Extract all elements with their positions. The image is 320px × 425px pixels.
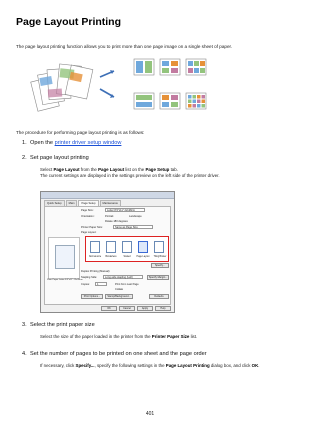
step-4	[22, 351, 207, 357]
print-options-button[interactable]: Print Options...	[81, 294, 103, 299]
layout-label: Tiling/Poster	[153, 256, 167, 258]
page-size-label: Page Size:	[81, 209, 94, 212]
dialog-titlebar	[41, 192, 174, 199]
text: , specify the following settings in the	[94, 363, 166, 368]
layout-label: Borderless	[105, 256, 117, 258]
step-label: Select the print paper size	[30, 322, 95, 328]
source-pages	[31, 64, 93, 111]
copies-label: Copies:	[81, 283, 90, 286]
text: list.	[189, 334, 198, 339]
layout-label: Normal-size	[88, 256, 102, 258]
text: tab.	[169, 167, 178, 172]
text: list on the	[124, 167, 146, 172]
stapling-side-label: Stapling Side:	[81, 276, 98, 279]
help-button[interactable]: Help	[155, 306, 171, 311]
stapling-side-select[interactable]	[103, 275, 143, 279]
step-text: Open the	[30, 140, 55, 146]
cancel-button[interactable]: Cancel	[119, 306, 135, 311]
page-title: Page Layout Printing	[16, 16, 122, 28]
text: dialog box, and click	[209, 363, 252, 368]
bold-term: Specify...	[75, 363, 95, 368]
bold-term: Page Layout Printing	[165, 363, 210, 368]
printer-driver-dialog	[40, 191, 175, 313]
settings-preview	[48, 237, 80, 279]
bold-term: OK	[251, 363, 259, 368]
tab-page-setup[interactable]: Page Setup	[78, 200, 98, 207]
layout-tiling-poster[interactable]	[151, 241, 167, 254]
preview-sheet	[55, 245, 75, 269]
layout-icon	[122, 241, 132, 253]
step-number: 3.	[22, 322, 27, 328]
orientation-label: Orientation:	[81, 215, 95, 218]
procedure-intro: The procedure for performing page layout printing is as follows:	[16, 130, 145, 135]
step-2-body	[40, 167, 280, 179]
layout-label: Scaled	[123, 256, 131, 258]
printer-paper-size-value: Same as Page Size	[115, 226, 138, 229]
step-1	[22, 140, 121, 146]
text: Select the size of the paper loaded in the printer from the	[40, 334, 152, 339]
rotate-checkbox[interactable]: Rotate 180 degrees	[105, 220, 128, 223]
preview-label: Plain Paper Letter 8.5"x11" 22x28cm	[47, 279, 83, 281]
layout-icon	[138, 241, 148, 253]
step-label: Set page layout printing	[30, 155, 89, 161]
step-number: 4.	[22, 351, 27, 357]
page-layout-options	[85, 236, 169, 262]
text: from the	[79, 167, 99, 172]
printer-paper-size-select[interactable]	[113, 225, 153, 229]
defaults-button[interactable]: Defaults	[149, 294, 169, 299]
arrows	[100, 70, 114, 98]
step-2	[22, 155, 89, 161]
layout-borderless[interactable]	[103, 241, 119, 254]
page-number: 401	[145, 411, 155, 417]
page-layout-label: Page Layout:	[81, 231, 97, 234]
tab-main[interactable]: Main	[66, 200, 78, 207]
bold-term: Page Setup	[145, 167, 170, 172]
step-4-body	[40, 363, 280, 369]
page-size-select[interactable]	[105, 208, 145, 212]
printer-paper-size-label: Printer Paper Size:	[81, 226, 103, 229]
bold-term: Page Layout	[98, 167, 125, 172]
text: Select	[40, 167, 54, 172]
copies-input[interactable]	[95, 282, 107, 286]
tab-quick-setup[interactable]: Quick Setup	[44, 200, 65, 207]
layout-icon	[106, 241, 116, 253]
print-last-first-checkbox[interactable]: Print from Last Page	[115, 283, 139, 286]
layout-icon	[90, 241, 100, 253]
collate-checkbox[interactable]: Collate	[115, 288, 124, 291]
landscape-radio[interactable]: Landscape	[129, 215, 142, 218]
step-3	[22, 322, 95, 328]
copies-value: 1	[97, 283, 99, 286]
text: .	[258, 363, 260, 368]
text: The current settings are displayed in the settings preview on the left side of the printer driver.	[40, 173, 220, 179]
page-layout-illustration	[18, 55, 218, 125]
layout-label: Page Layout	[136, 256, 150, 258]
specify-margin-button[interactable]: Specify Margin...	[148, 276, 168, 279]
page-size-value: Letter 8.5"x11" 22x28cm	[107, 209, 136, 212]
layout-normal-size[interactable]	[87, 241, 103, 254]
page-setup-panel	[44, 206, 171, 305]
layout-scaled[interactable]	[119, 241, 135, 254]
printer-driver-setup-link[interactable]: printer driver setup window	[54, 140, 122, 146]
ok-button[interactable]: OK	[101, 306, 117, 311]
bold-term: Printer Paper Size	[151, 334, 190, 339]
text: If necessary, click	[40, 363, 76, 368]
step-label: Set the number of pages to be printed on one sheet and the page order	[30, 351, 207, 357]
specify-button[interactable]: Specify...	[151, 263, 169, 268]
tab-maintenance[interactable]: Maintenance	[100, 200, 121, 207]
apply-button[interactable]: Apply	[137, 306, 153, 311]
stapling-side-value: Long-side stapling (Left)	[105, 276, 133, 279]
step-3-body	[40, 334, 280, 340]
intro-text: The page layout printing function allows you to print more than one page image on a single sheet of paper.	[16, 44, 233, 49]
portrait-radio[interactable]: Portrait	[105, 215, 114, 218]
step-number: 2.	[22, 155, 27, 161]
duplex-checkbox[interactable]: Duplex Printing (Manual)	[81, 270, 110, 273]
step-number: 1.	[22, 140, 27, 146]
stamp-background-button[interactable]: Stamp/Background...	[105, 294, 133, 299]
layout-results	[134, 59, 206, 109]
layout-page-layout[interactable]	[135, 241, 151, 254]
layout-icon	[154, 241, 164, 253]
bold-term: Page Layout	[53, 167, 80, 172]
